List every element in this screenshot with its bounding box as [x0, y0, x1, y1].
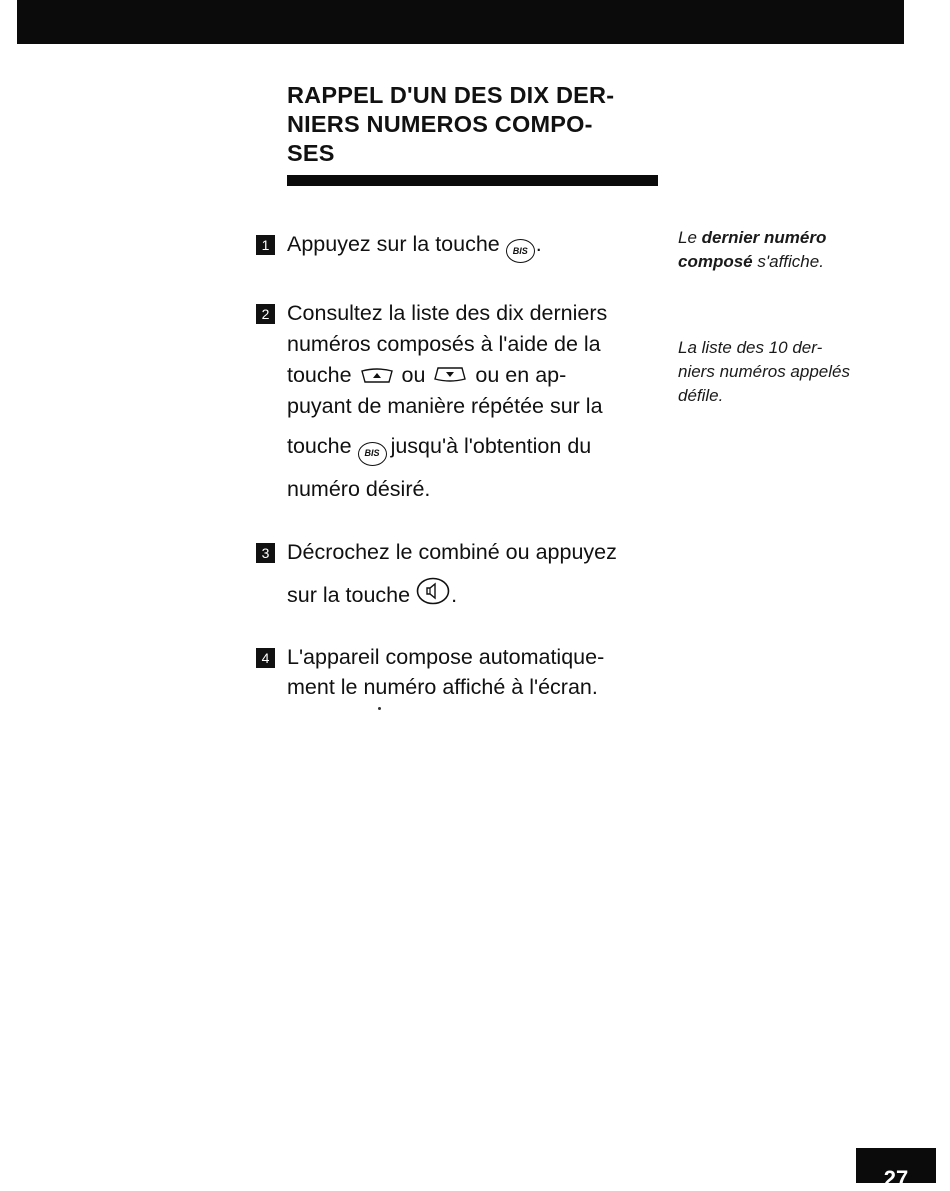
step-4: [256, 642, 656, 702]
step-number-badge: 1: [256, 235, 275, 255]
title-line-1: RAPPEL D'UN DES DIX DER-: [287, 82, 615, 108]
step-text: [287, 298, 656, 505]
step-text-line: numéro désiré.: [287, 476, 431, 501]
down-arrow-key-icon: [432, 365, 468, 385]
step-number-badge: 3: [256, 543, 275, 563]
step-text-line: numéros composés à l'aide de la: [287, 332, 601, 356]
step-text-line: touche: [287, 363, 352, 387]
step-text-line: ou en ap-: [475, 363, 567, 387]
page-number-tab: [856, 1148, 936, 1191]
step-text-line: Consultez la liste des dix derniers: [287, 301, 608, 325]
step-text: [287, 229, 656, 263]
step-text-line: .: [451, 583, 458, 607]
step-number-badge: 2: [256, 304, 275, 324]
up-arrow-key-icon: [359, 365, 395, 385]
step-number-badge: 4: [256, 648, 275, 668]
step-text-line: touche: [287, 434, 352, 458]
redial-key-label: BIS: [364, 448, 380, 458]
page-number: 27: [883, 1166, 909, 1191]
note-line: niers numéros appelés: [678, 362, 850, 381]
note-line: La liste des 10 der-: [678, 338, 823, 357]
note-text: s'affiche.: [752, 252, 824, 271]
step-text-line: ment le numéro affiché à l'écran.: [287, 675, 598, 699]
step-text-line: .: [535, 232, 542, 256]
print-speck: [378, 707, 381, 710]
title-line-2: NIERS NUMEROS COMPO-: [287, 111, 593, 137]
step-text-line: L'appareil compose automatique-: [287, 645, 605, 669]
redial-key-icon: [506, 239, 535, 263]
step-1: [256, 229, 656, 263]
note-line: défile.: [678, 386, 724, 405]
title-underline: [287, 175, 658, 186]
side-note-1: [678, 226, 903, 274]
title-line-3: SES: [287, 140, 335, 166]
step-text: [287, 642, 656, 702]
step-text: [287, 537, 656, 610]
speaker-key-icon: [416, 577, 450, 605]
note-emphasis: dernier numéro composé: [678, 228, 827, 271]
header-bar: [17, 0, 904, 44]
step-text-line: ou: [401, 363, 426, 387]
redial-key-label: BIS: [512, 246, 528, 256]
step-text-line: puyant de manière répétée sur la: [287, 394, 603, 418]
page-title: [287, 81, 667, 168]
step-3: [256, 537, 656, 610]
step-text-line: Décrochez le combiné ou appuyez: [287, 540, 617, 564]
note-text: Le: [678, 228, 702, 247]
side-note-2: [678, 336, 903, 408]
step-text-line: jusqu'à l'obtention du: [390, 434, 592, 458]
redial-key-icon: [358, 442, 387, 466]
step-2: [256, 298, 656, 505]
step-text-line: sur la touche: [287, 583, 411, 607]
step-text-line: Appuyez sur la touche: [287, 232, 500, 256]
